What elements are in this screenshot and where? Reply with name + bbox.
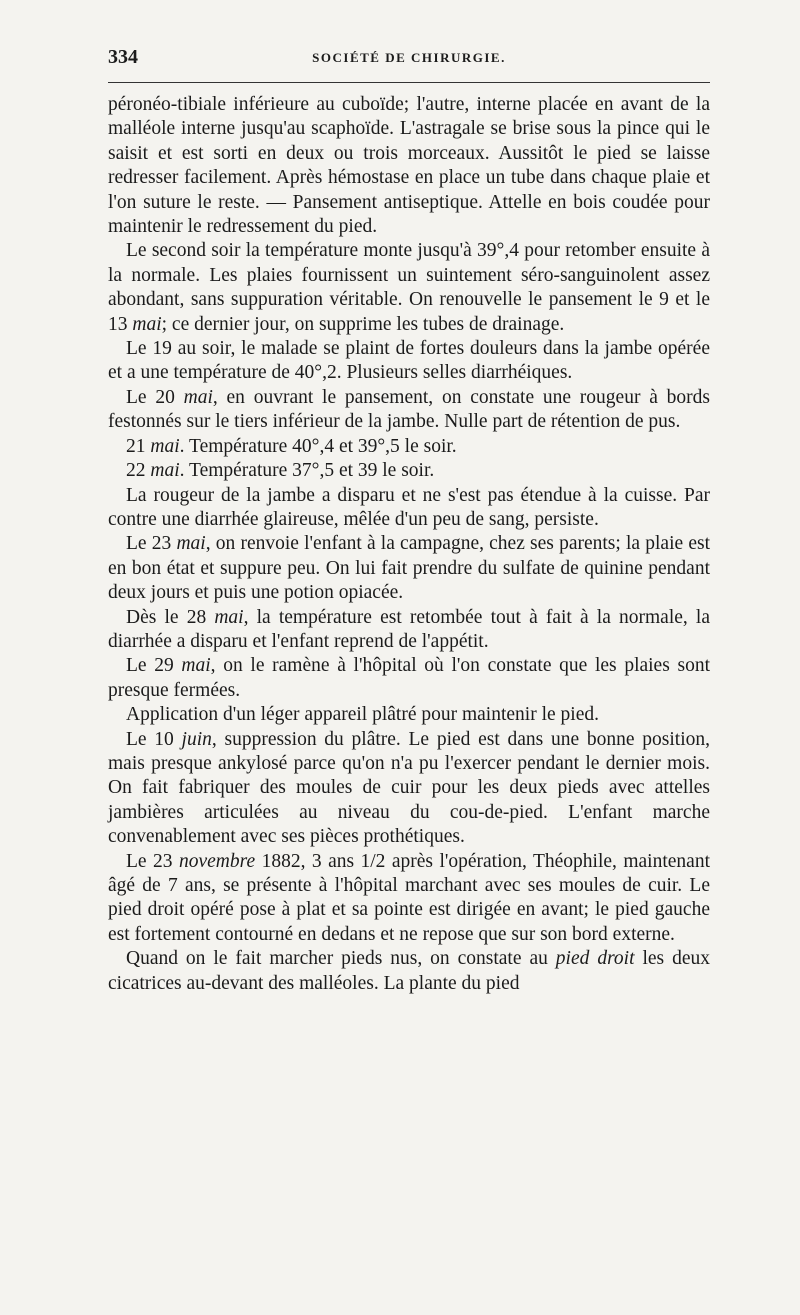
paragraph: La rougeur de la jambe a disparu et ne s'est pas étendue à la cuisse. Par contre une diarrhée glaireuse, mêlée d'un peu de sang, persiste. — [108, 484, 710, 530]
paragraph: Le 20 mai, en ouvrant le pansement, on constate une rougeur à bords festonnés sur le tiers inférieur de la jambe. Nulle part de rétention de pus. — [108, 386, 710, 433]
header-rule — [108, 82, 710, 83]
page-header — [108, 46, 710, 72]
paragraph: Dès le 28 mai, la température est retombée tout à fait à la normale, la diarrhée a disparu et l'enfant reprend de l'appétit. — [108, 606, 710, 652]
paragraph: 21 mai. Température 40°,4 et 39°,5 le soir. — [126, 435, 457, 457]
paragraph: Quand on le fait marcher pieds nus, on constate au pied droit les deux cicatrices au-devant des malléoles. La plante du pied — [108, 948, 710, 994]
paragraph: Le 10 juin, suppression du plâtre. Le pied est dans une bonne position, mais presque ankylosé parce qu'on n'a pu l'exercer pendant le dernier mois. On fait fabriquer des moules de cuir pour les deux pieds avec attelles jambières articulées au niveau du cou-de-pied. L'enfant marche convenablement avec ses pièces prothétiques. — [108, 728, 710, 848]
paragraph: Application d'un léger appareil plâtré pour maintenir le pied. — [126, 704, 599, 726]
paragraph: péronéo-tibiale inférieure au cuboïde; l'autre, interne placée en avant de la malléole interne jusqu'au scaphoïde. L'astragale se brise sous la pince qui le saisit et est sorti en deux ou trois morceaux. Aussitôt le pied se laisse redresser facilement. Après hémostase en place un tube dans chaque plaie et l'on suture le reste. — Pansement antiseptique. Attelle en bois coudée pour maintenir le redressement du pied. — [108, 94, 710, 238]
paragraph: Le 23 mai, on renvoie l'enfant à la campagne, chez ses parents; la plaie est en bon état et suppure peu. On lui fait prendre du sulfate de quinine pendant deux jours et puis une potion opiacée. — [108, 533, 710, 604]
paragraph: Le 19 au soir, le malade se plaint de fortes douleurs dans la jambe opérée et a une température de 40°,2. Plusieurs selles diarrhéiques. — [108, 338, 710, 384]
paragraph: Le 29 mai, on le ramène à l'hôpital où l'on constate que les plaies sont presque fermées. — [108, 655, 710, 701]
body-text — [108, 93, 710, 996]
paragraph: Le second soir la température monte jusqu'à 39°,4 pour retomber ensuite à la normale. Les plaies fournissent un suintement séro-sanguinolent assez abondant, sans suppuration véritable. On renouvelle le pansement le 9 et le 13 mai; ce dernier jour, on supprime les tubes de drainage. — [108, 240, 710, 335]
page-number: 334 — [108, 46, 138, 68]
paragraph: 22 mai. Température 37°,5 et 39 le soir. — [126, 460, 435, 482]
running-head: SOCIÉTÉ DE CHIRURGIE. — [312, 50, 506, 65]
paragraph: Le 23 novembre 1882, 3 ans 1/2 après l'opération, Théophile, maintenant âgé de 7 ans, se présente à l'hôpital marchant avec ses moules de cuir. Le pied droit opéré pose à plat et sa pointe est dirigée en avant; le pied gauche est fortement contourné en dedans et ne repose que sur son bord externe. — [108, 850, 710, 945]
